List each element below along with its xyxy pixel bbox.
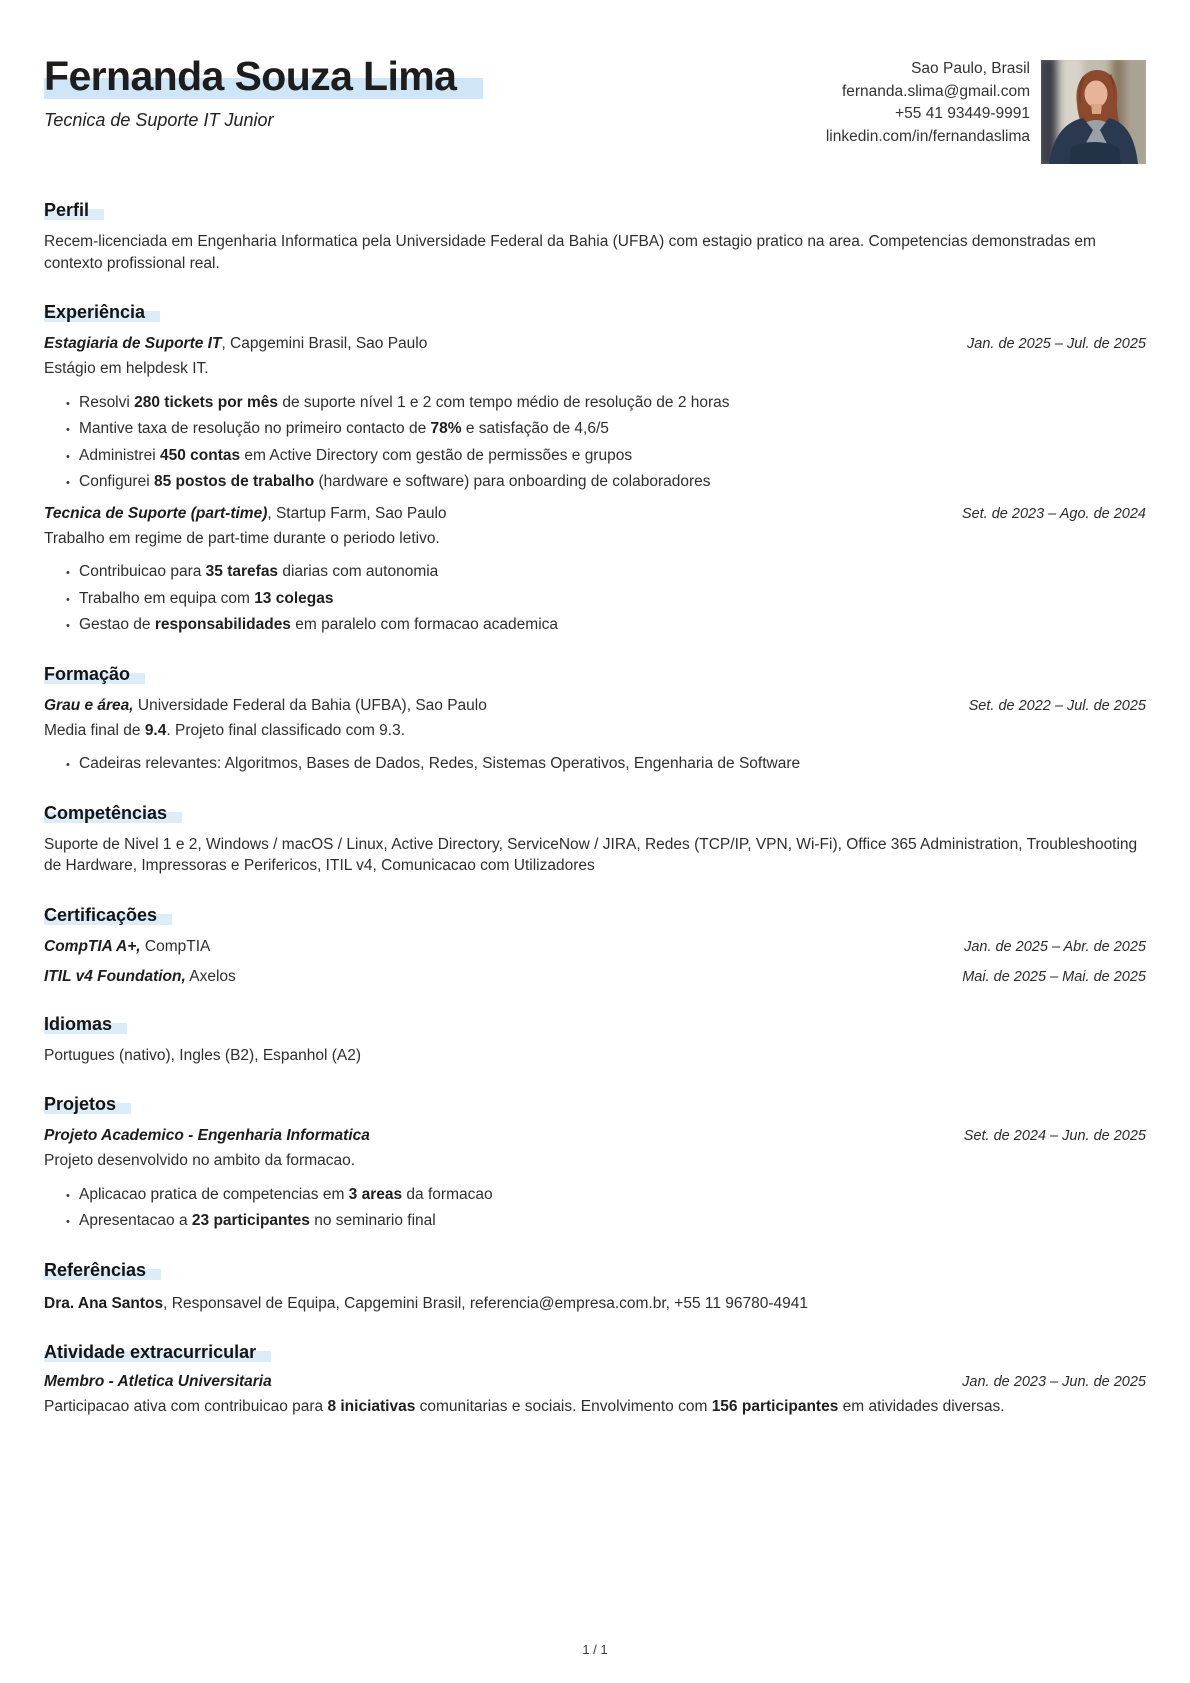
contact-email: fernanda.slima@gmail.com (841, 82, 1030, 100)
person-name: Fernanda Souza Lima (44, 53, 483, 99)
bullet-text: Gestao de (79, 616, 155, 633)
bullet-item (66, 1184, 1146, 1206)
bullet-bold: 85 postos de trabalho (153, 473, 315, 490)
entry-title (44, 335, 427, 353)
bullet-text: Mantive taxa de resolução no primeiro contacto de (79, 420, 431, 437)
entry-header (44, 1127, 1146, 1145)
perfil-text: Recem-licenciada em Engenharia Informatica pela Universidade Federal da Bahia (UFBA) com estagio pratico na area. Competencias demonstradas em contexto profissional real. (44, 233, 1096, 272)
entry-dates: Jan. de 2023 – Jun. de 2025 (962, 1374, 1146, 1390)
entry-bullets (44, 1184, 1146, 1232)
bullet-text: (hardware e software) para onboarding de colaboradores (314, 473, 711, 490)
entry-bullets (44, 561, 1146, 636)
bullet-text: Aplicacao pratica de competencias em (79, 1185, 349, 1203)
entry-bullets (44, 392, 1146, 493)
section-heading-idiomas (44, 1014, 1146, 1035)
desc-text: . Projeto final classificado com 9.3. (166, 721, 406, 739)
bullet-text: diarias com autonomia (278, 563, 439, 580)
section-heading-competencias (44, 803, 1146, 824)
bullet-bold: 3 areas (348, 1185, 403, 1203)
bullet-bold: responsabilidades (154, 616, 291, 633)
bullet-bold: 13 colegas (254, 589, 334, 607)
desc-text: em atividades diversas. (838, 1398, 1005, 1415)
entry-title (44, 1373, 272, 1391)
bullet-item (66, 1210, 1146, 1232)
certification-dates: Mai. de 2025 – Mai. de 2025 (962, 968, 1146, 985)
section-heading-text: Referências (44, 1260, 161, 1280)
bullet-item (66, 471, 1146, 493)
section-heading-text: Certificações (44, 905, 172, 925)
bullet-text: Trabalho em equipa com (79, 589, 255, 607)
profile-photo (1041, 60, 1146, 164)
bullet-bold: 78% (430, 420, 462, 437)
section-heading-projetos (44, 1094, 1146, 1115)
certification-name: CompTIA A+, (44, 937, 141, 955)
certification-row (44, 968, 1146, 986)
bullet-bold: 280 tickets por mês (134, 393, 279, 411)
entry-company: , Startup Farm, Sao Paulo (267, 504, 447, 522)
contact-linkedin: linkedin.com/in/fernandaslima (825, 127, 1030, 145)
section-heading-text: Projetos (44, 1094, 131, 1114)
entry-header (44, 1373, 1146, 1391)
bullet-text: Apresentacao a (79, 1212, 192, 1229)
entry-description: Projeto desenvolvido no ambito da formacao. (44, 1152, 356, 1169)
section-heading-experiencia (44, 302, 1146, 323)
bullet-text: em Active Directory com gestão de permissões e grupos (240, 446, 633, 464)
entry-title (44, 697, 487, 715)
entry-role: Estagiaria de Suporte IT (44, 335, 222, 352)
section-heading-text: Atividade extracurricular (44, 1342, 271, 1362)
section-heading-formacao (44, 664, 1146, 685)
bullet-bold: 35 tarefas (205, 563, 279, 580)
section-heading-text: Competências (44, 803, 182, 823)
bullet-bold: 450 contas (159, 446, 241, 464)
entry-title (44, 1127, 370, 1145)
bullet-text: Resolvi (79, 393, 135, 411)
activity-entry (44, 1373, 1146, 1418)
entry-degree: Grau e área, (44, 696, 134, 714)
desc-text: comunitarias e sociais. Envolvimento com (415, 1398, 712, 1415)
entry-header (44, 335, 1146, 353)
certification-issuer: Axelos (185, 967, 236, 985)
certification-dates: Jan. de 2025 – Abr. de 2025 (964, 938, 1146, 955)
section-heading-certificacoes (44, 905, 1146, 926)
bullet-item (66, 445, 1146, 467)
section-heading-text: Experiência (44, 302, 160, 322)
entry-description (44, 720, 1146, 742)
bullet-text: Administrei (79, 446, 160, 464)
resume-header (44, 54, 1146, 172)
section-heading-text: Formação (44, 664, 145, 684)
reference-line (44, 1293, 1146, 1315)
bullet-item (66, 588, 1146, 610)
entry-role: Tecnica de Suporte (part-time) (44, 504, 268, 522)
page-indicator: 1 / 1 (582, 1642, 608, 1657)
competencias-text: Suporte de Nivel 1 e 2, Windows / macOS / Linux, Active Directory, ServiceNow / JIRA, Redes (TCP/IP, VPN, Wi-Fi), Office 365 Administration, Troubleshooting de Hardware, Impressoras e Perifericos, ITIL v4, Comunicacao com Utilizadores (44, 835, 1138, 874)
bullet-text: Contribuicao para (79, 563, 206, 580)
entry-description: Estágio em helpdesk IT. (44, 360, 209, 377)
entry-dates: Set. de 2024 – Jun. de 2025 (963, 1128, 1146, 1144)
certification-issuer: CompTIA (140, 937, 211, 955)
bullet-item (66, 418, 1146, 440)
entry-title (44, 505, 447, 523)
project-name: Projeto Academico - Engenharia Informatica (44, 1127, 370, 1144)
desc-bold: 9.4 (144, 721, 167, 739)
desc-text: Participacao ativa com contribuicao para (44, 1398, 328, 1415)
desc-text: Media final de (44, 721, 145, 739)
certification-name: ITIL v4 Foundation, (44, 967, 186, 985)
bullet-item: • Cadeiras relevantes: Algoritmos, Bases de Dados, Redes, Sistemas Operativos, Engenharia de Software (66, 753, 1146, 775)
entry-description: Trabalho em regime de part-time durante o periodo letivo. (44, 529, 440, 547)
section-heading-text: Idiomas (44, 1014, 127, 1034)
section-heading-perfil (44, 200, 1146, 221)
contact-phone: +55 41 93449-9991 (895, 105, 1030, 122)
education-entry (44, 697, 1146, 775)
experience-entry (44, 335, 1146, 493)
bullet-text: no seminario final (309, 1212, 436, 1229)
desc-bold: 156 participantes (711, 1398, 839, 1415)
entry-company: , Capgemini Brasil, Sao Paulo (221, 335, 428, 352)
certification-title (44, 938, 210, 956)
bullet-text: em paralelo com formacao academica (290, 616, 559, 633)
experience-entry (44, 505, 1146, 636)
section-heading-text: Perfil (44, 200, 104, 220)
project-entry (44, 1127, 1146, 1232)
entry-description (44, 1396, 1146, 1418)
entry-dates: Set. de 2023 – Ago. de 2024 (961, 505, 1146, 522)
bullet-bold: 23 participantes (191, 1212, 310, 1229)
certification-row (44, 938, 1146, 956)
bullet-text: de suporte nível 1 e 2 com tempo médio de resolução de 2 horas (278, 393, 730, 411)
section-heading-referencias (44, 1260, 1146, 1281)
entry-bullets (44, 753, 1146, 775)
entry-school: Universidade Federal da Bahia (UFBA), Sao Paulo (133, 696, 487, 714)
bullet-item (66, 561, 1146, 583)
contact-location: Sao Paulo, Brasil (911, 60, 1030, 77)
idiomas-text: Portugues (nativo), Ingles (B2), Espanhol (A2) (44, 1046, 362, 1064)
activity-role: Membro - Atletica Universitaria (44, 1373, 272, 1390)
bullet-text: Configurei (79, 473, 154, 490)
contact-block (826, 58, 1030, 148)
entry-dates: Set. de 2022 – Jul. de 2025 (968, 697, 1146, 714)
reference-name: Dra. Ana Santos (44, 1294, 164, 1312)
entry-header (44, 697, 1146, 715)
bullet-text: e satisfação de 4,6/5 (461, 420, 609, 437)
bullet-text: da formacao (402, 1185, 493, 1203)
desc-bold: 8 iniciativas (327, 1398, 416, 1415)
reference-details: , Responsavel de Equipa, Capgemini Brasil, referencia@empresa.com.br, +55 11 96780-4941 (163, 1294, 809, 1312)
bullet-item (66, 614, 1146, 636)
person-job-title: Tecnica de Suporte IT Junior (44, 109, 274, 130)
bullet-item (66, 392, 1146, 414)
entry-dates: Jan. de 2025 – Jul. de 2025 (967, 336, 1146, 352)
section-heading-atividade (44, 1342, 1146, 1363)
entry-header (44, 505, 1146, 523)
certification-title (44, 968, 236, 986)
